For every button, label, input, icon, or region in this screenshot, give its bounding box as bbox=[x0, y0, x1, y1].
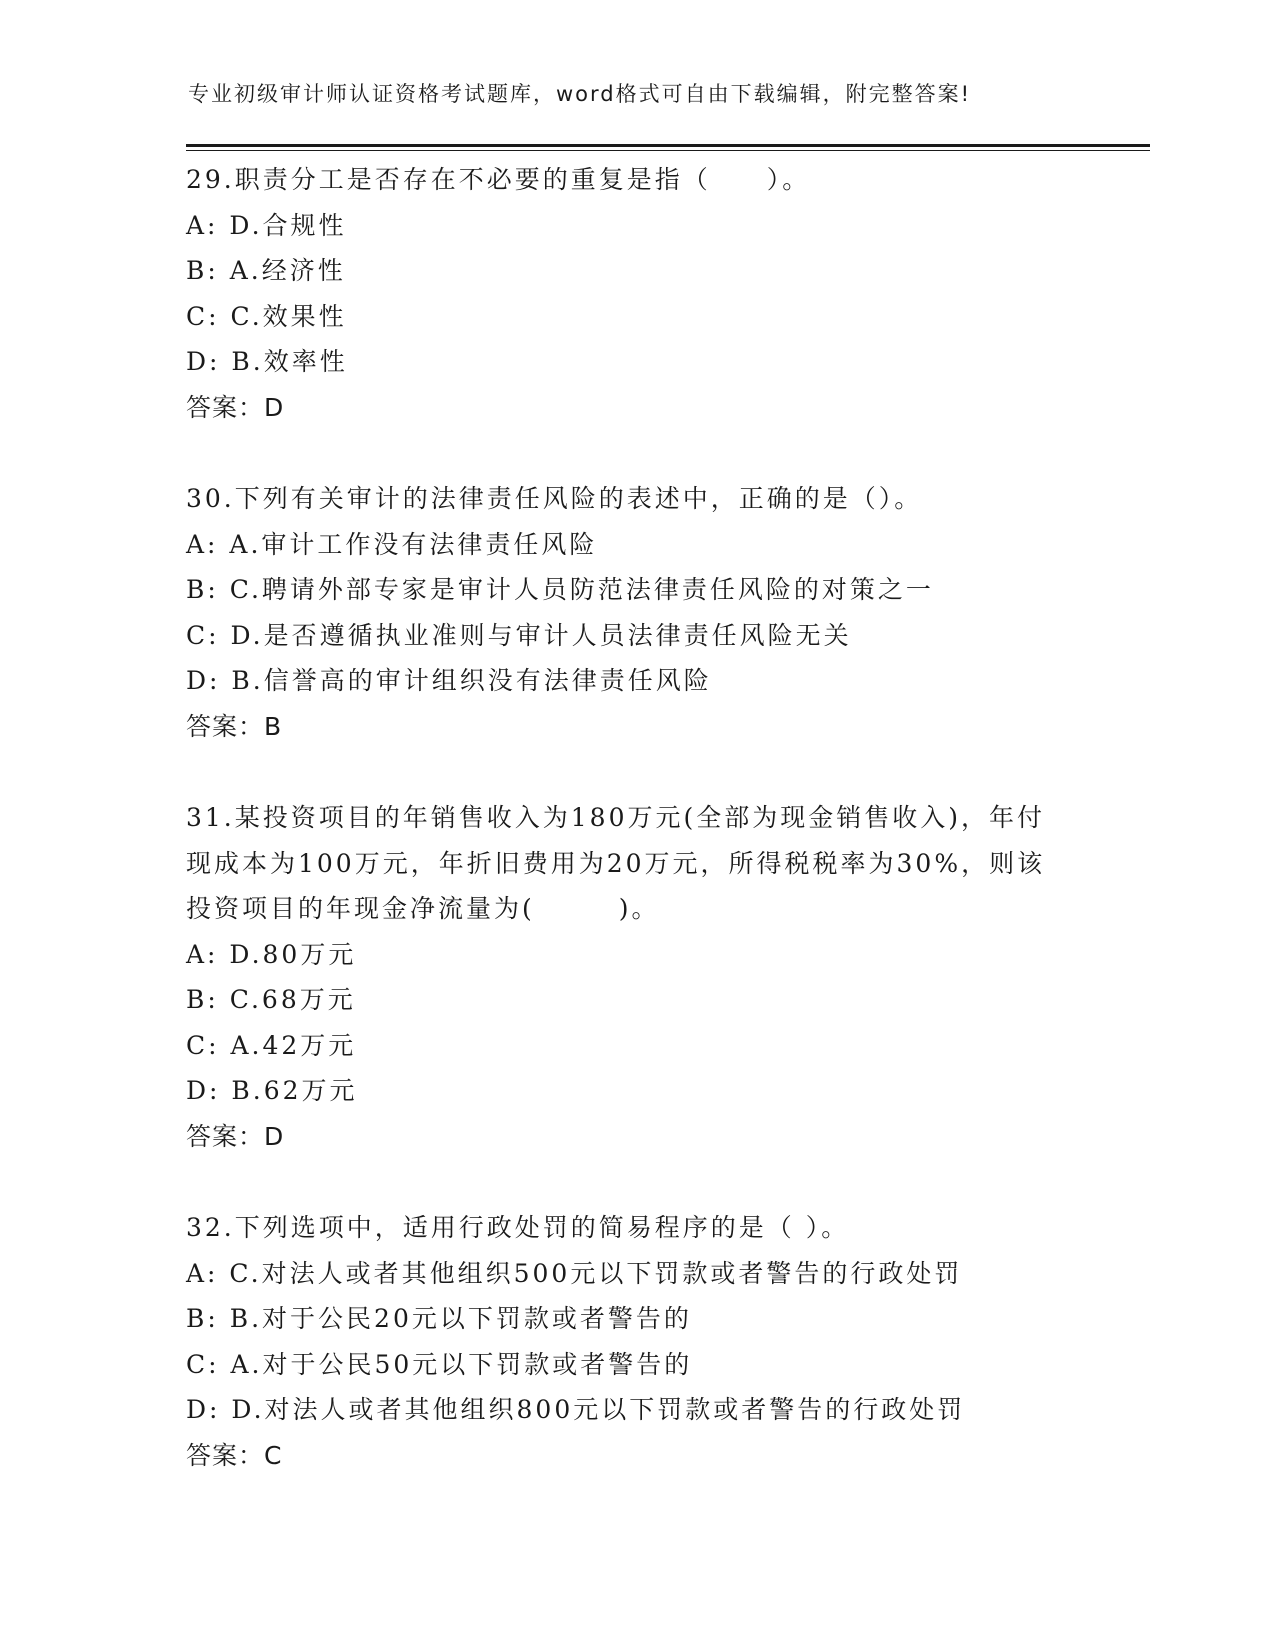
question-stem bbox=[186, 795, 1086, 932]
option-c: C: C.效果性 bbox=[186, 301, 347, 331]
option-b: B: A.经济性 bbox=[186, 256, 346, 285]
option-b: B: C.聘请外部专家是审计人员防范法律责任风险的对策之一 bbox=[186, 575, 934, 604]
option-c: C: D.是否遵循执业准则与审计人员法律责任风险无关 bbox=[186, 620, 852, 650]
question-list bbox=[186, 157, 1086, 1524]
option-a: A: D.合规性 bbox=[186, 210, 347, 240]
answer-line bbox=[186, 704, 1086, 750]
question-31 bbox=[186, 795, 1086, 1159]
answer-line bbox=[186, 1114, 1086, 1160]
answer-label: 答案： bbox=[186, 1121, 265, 1151]
option-b: B: B.对于公民20元以下罚款或者警告的 bbox=[186, 1304, 692, 1333]
answer-value: D bbox=[264, 1121, 285, 1151]
question-stem bbox=[186, 1205, 1086, 1251]
question-stem-line: 31.某投资项目的年销售收入为180万元(全部为现金销售收入)，年付 bbox=[186, 803, 1045, 832]
question-stem-line: 现成本为100万元，年折旧费用为20万元，所得税税率为30%，则该 bbox=[186, 848, 1046, 878]
answer-value: C bbox=[264, 1440, 283, 1470]
option-a: A: A.审计工作没有法律责任风险 bbox=[186, 529, 598, 559]
option-c: C: A.42万元 bbox=[186, 1030, 357, 1060]
answer-label: 答案： bbox=[186, 1440, 265, 1470]
header-rule-thin bbox=[186, 150, 1150, 151]
question-32 bbox=[186, 1205, 1086, 1478]
option-b: B: C.68万元 bbox=[186, 985, 356, 1014]
answer-label: 答案： bbox=[186, 711, 265, 741]
answer-value: B bbox=[264, 711, 283, 741]
answer-value: D bbox=[264, 392, 285, 422]
question-stem bbox=[186, 157, 1086, 203]
option-d: D: B.效率性 bbox=[186, 347, 348, 376]
header-rule-thick bbox=[186, 144, 1150, 147]
option-c: C: A.对于公民50元以下罚款或者警告的 bbox=[186, 1349, 693, 1379]
question-stem-line: 30.下列有关审计的法律责任风险的表述中，正确的是（）。 bbox=[186, 484, 923, 513]
question-stem-line: 32.下列选项中，适用行政处罚的简易程序的是（ ）。 bbox=[186, 1213, 850, 1242]
option-a: A: D.80万元 bbox=[186, 939, 357, 969]
answer-label: 答案： bbox=[186, 392, 265, 422]
question-stem bbox=[186, 476, 1086, 522]
question-30 bbox=[186, 476, 1086, 749]
option-d: D: D.对法人或者其他组织800元以下罚款或者警告的行政处罚 bbox=[186, 1395, 966, 1424]
question-stem-line: 29.职责分工是否存在不必要的重复是指（ ）。 bbox=[186, 165, 811, 194]
question-stem-line: 投资项目的年现金净流量为( )。 bbox=[186, 894, 660, 923]
page-header: 专业初级审计师认证资格考试题库，word格式可自由下载编辑，附完整答案! bbox=[188, 82, 972, 106]
option-a: A: C.对法人或者其他组织500元以下罚款或者警告的行政处罚 bbox=[186, 1258, 963, 1288]
question-29 bbox=[186, 157, 1086, 430]
answer-line bbox=[186, 1433, 1086, 1479]
answer-line bbox=[186, 385, 1086, 431]
option-d: D: B.信誉高的审计组织没有法律责任风险 bbox=[186, 666, 712, 695]
option-d: D: B.62万元 bbox=[186, 1076, 358, 1105]
